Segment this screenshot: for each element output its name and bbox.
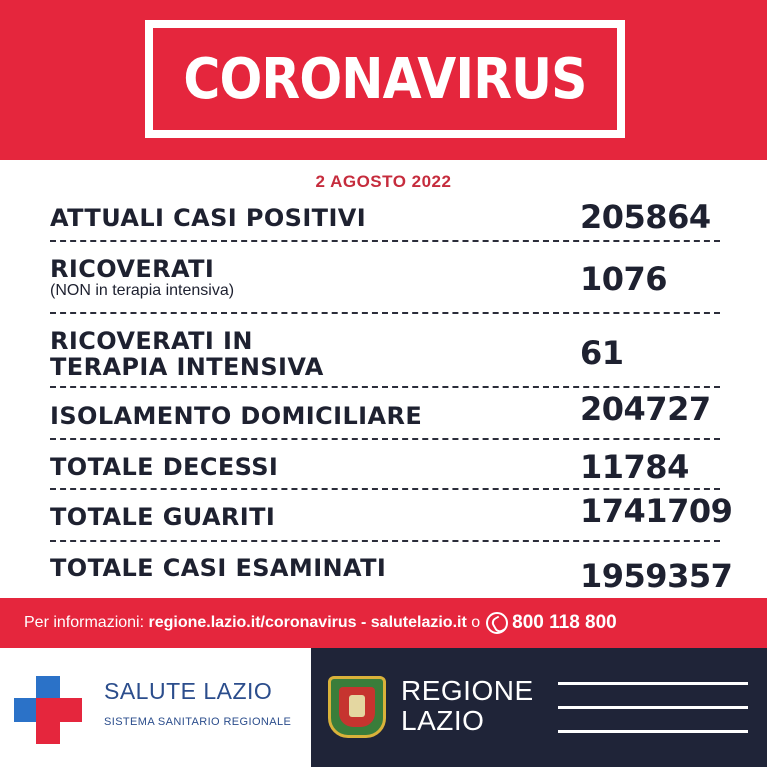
stat-label-main: RICOVERATI (50, 255, 215, 283)
stat-label-sub: (NON in terapia intensiva) (50, 282, 235, 299)
info-prefix: Per informazioni: (24, 614, 145, 631)
stat-row-esaminati (50, 542, 733, 595)
phone-icon (486, 612, 508, 634)
stat-label: ISOLAMENTO DOMICILIARE (50, 402, 423, 430)
report-date: 2 AGOSTO 2022 (315, 172, 452, 191)
stat-value: 61 (580, 334, 624, 372)
stat-label: TOTALE GUARITI (50, 503, 276, 531)
stat-value: 1076 (580, 260, 668, 298)
decorative-stripe (558, 706, 748, 709)
stat-value: 1741709 (580, 492, 733, 530)
decorative-stripe (558, 730, 748, 733)
stat-label: TOTALE DECESSI (50, 453, 279, 481)
stat-label-line1: RICOVERATI IN (50, 327, 253, 355)
title-frame (145, 20, 625, 138)
salute-lazio-subtitle: SISTEMA SANITARIO REGIONALE (104, 716, 292, 728)
regione-lazio-emblem-icon (328, 676, 386, 738)
stat-label (50, 328, 324, 380)
regione-lazio-title-line1: REGIONE (401, 675, 534, 706)
stats-table (50, 190, 733, 595)
stat-row-isolamento (50, 388, 720, 440)
stat-row-decessi (50, 440, 720, 490)
title-box (153, 28, 617, 130)
link-salutelazio[interactable]: salutelazio.it (370, 614, 467, 631)
info-bar (0, 598, 767, 648)
regione-lazio-title-line2: LAZIO (401, 705, 485, 736)
stat-value: 205864 (580, 198, 711, 236)
link-regione-coronavirus[interactable]: regione.lazio.it/coronavirus (148, 614, 357, 631)
phone-number[interactable]: 800 118 800 (512, 612, 617, 633)
info-or: o (466, 614, 481, 631)
stat-label: ATTUALI CASI POSITIVI (50, 204, 367, 232)
page-title: CORONAVIRUS (183, 46, 587, 112)
stat-row-terapia-intensiva (50, 314, 720, 388)
stat-value: 204727 (580, 390, 711, 428)
stat-row-ricoverati (50, 242, 720, 314)
salute-lazio-cross-logo (14, 676, 82, 744)
stat-label (50, 256, 234, 300)
info-separator: - (356, 614, 371, 631)
stat-row-positivi (50, 190, 720, 242)
stat-value: 1959357 (580, 557, 733, 595)
salute-lazio-title: SALUTE LAZIO (104, 678, 273, 704)
header-banner (0, 0, 767, 160)
stat-label-line2: TERAPIA INTENSIVA (50, 353, 324, 381)
decorative-stripe (558, 682, 748, 685)
stat-label: TOTALE CASI ESAMINATI (50, 554, 387, 582)
stat-value: 11784 (580, 448, 689, 486)
stat-row-guariti (50, 490, 733, 542)
